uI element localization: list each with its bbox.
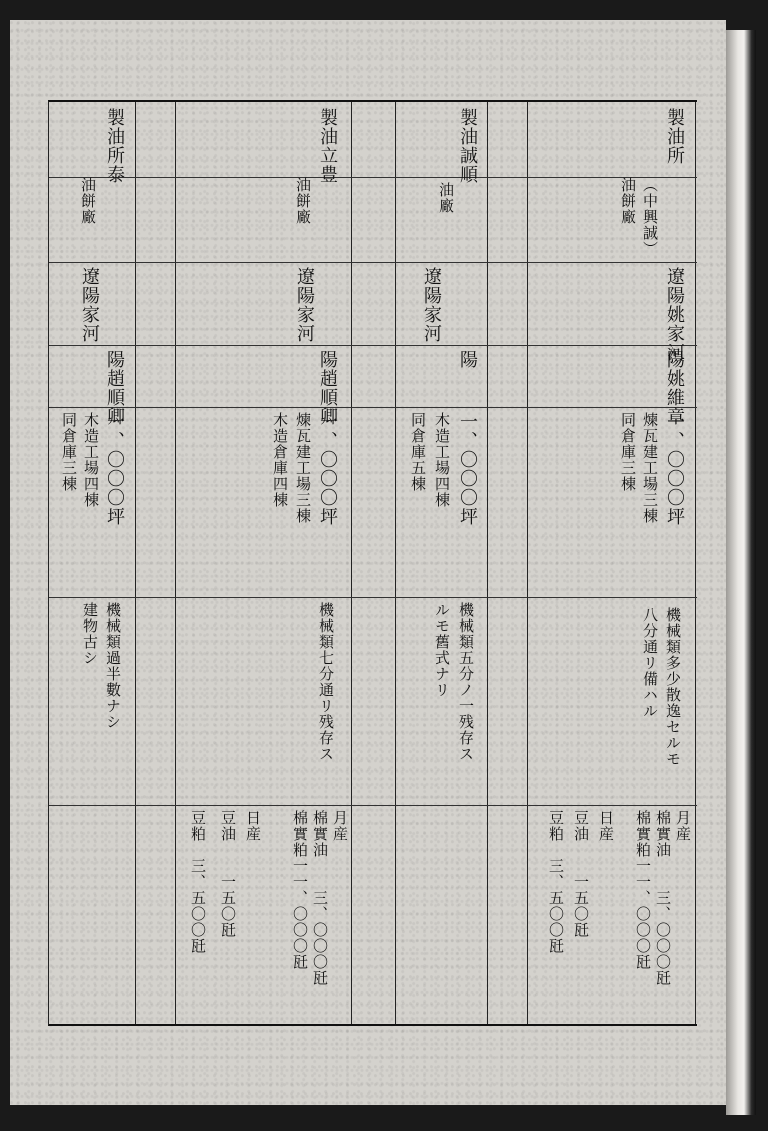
column-divider — [395, 102, 396, 1024]
daily-line: 豆粕 三、五〇〇瓩 — [189, 810, 207, 954]
factory-name-parenthetical: （中興誠） — [641, 177, 659, 257]
column-divider — [487, 102, 488, 1024]
row-divider — [49, 805, 697, 806]
column-divider — [351, 102, 352, 1024]
building-item: 同倉庫三棟 — [60, 412, 78, 492]
factory-name-sub: 油餅廠 — [294, 177, 312, 225]
output-line: 棉實粕一一、〇〇〇瓩 — [634, 810, 652, 970]
factory-owner: 陽 — [457, 350, 478, 369]
row-divider — [49, 262, 697, 263]
factory-table — [48, 100, 697, 1026]
row-divider — [49, 597, 697, 598]
output-line: 棉實油 三、〇〇〇瓩 — [311, 810, 329, 986]
output-header: 月産 — [331, 810, 349, 842]
building-area: 一、〇〇〇坪 — [664, 412, 685, 526]
machinery-note: 機械類七分通リ残存ス — [317, 602, 335, 762]
factory-name: 製油立豊 — [317, 108, 338, 184]
machinery-note: 八分通リ備ハル — [641, 607, 659, 719]
machinery-note: 機械類過半數ナシ — [104, 602, 122, 730]
building-item: 木造工場四棟 — [82, 412, 100, 508]
output-line: 棉實粕一一、〇〇〇瓩 — [291, 810, 309, 970]
machinery-note: ルモ舊式ナリ — [433, 602, 451, 698]
daily-line: 豆油 一五〇瓩 — [219, 810, 237, 938]
factory-location: 遼陽姚家河 — [664, 267, 685, 362]
factory-location: 遼陽家河 — [79, 267, 100, 343]
building-area: 一、〇〇〇坪 — [317, 412, 338, 526]
machinery-note: 建物古シ — [81, 602, 99, 666]
machinery-note: 機械類五分ノ一残存ス — [457, 602, 475, 762]
factory-name: 製油誠順 — [457, 108, 478, 184]
column-divider — [527, 102, 528, 1024]
building-area: 一、〇〇〇坪 — [457, 412, 478, 526]
building-item: 煉瓦建工場三棟 — [294, 412, 312, 524]
column-divider — [135, 102, 136, 1024]
building-area: 一、〇〇〇坪 — [104, 412, 125, 526]
factory-location: 遼陽家河 — [294, 267, 315, 343]
building-item: 同倉庫三棟 — [619, 412, 637, 492]
factory-owner: 陽趙順卿 — [317, 350, 338, 426]
daily-line: 豆油 一五〇瓩 — [572, 810, 590, 938]
output-header: 月産 — [674, 810, 692, 842]
factory-name-sub: 油廠 — [437, 182, 455, 214]
book-spine — [726, 30, 756, 1115]
factory-owner: 陽趙順卿 — [104, 350, 125, 426]
daily-line: 豆粕 三、五〇〇瓩 — [547, 810, 565, 954]
building-item: 木造倉庫四棟 — [271, 412, 289, 508]
factory-name-sub: 油餅廠 — [79, 177, 97, 225]
building-item: 木造工場四棟 — [433, 412, 451, 508]
output-line: 棉實油 三、〇〇〇瓩 — [654, 810, 672, 986]
building-item: 同倉庫五棟 — [409, 412, 427, 492]
building-item: 煉瓦建工場三棟 — [641, 412, 659, 524]
factory-name: 製油所泰 — [104, 108, 125, 184]
factory-location: 遼陽家河 — [421, 267, 442, 343]
factory-name-sub: 油餅廠 — [619, 177, 637, 225]
row-divider — [49, 177, 697, 178]
row-divider — [49, 345, 697, 346]
column-divider — [175, 102, 176, 1024]
machinery-note: 機械類多少散逸セルモ — [664, 607, 682, 767]
factory-name: 製油所 — [664, 108, 685, 165]
factory-owner: 陽姚維章 — [664, 350, 685, 426]
daily-header: 日産 — [244, 810, 262, 842]
row-divider — [49, 407, 697, 408]
daily-header: 日産 — [597, 810, 615, 842]
column-divider — [695, 102, 696, 1024]
